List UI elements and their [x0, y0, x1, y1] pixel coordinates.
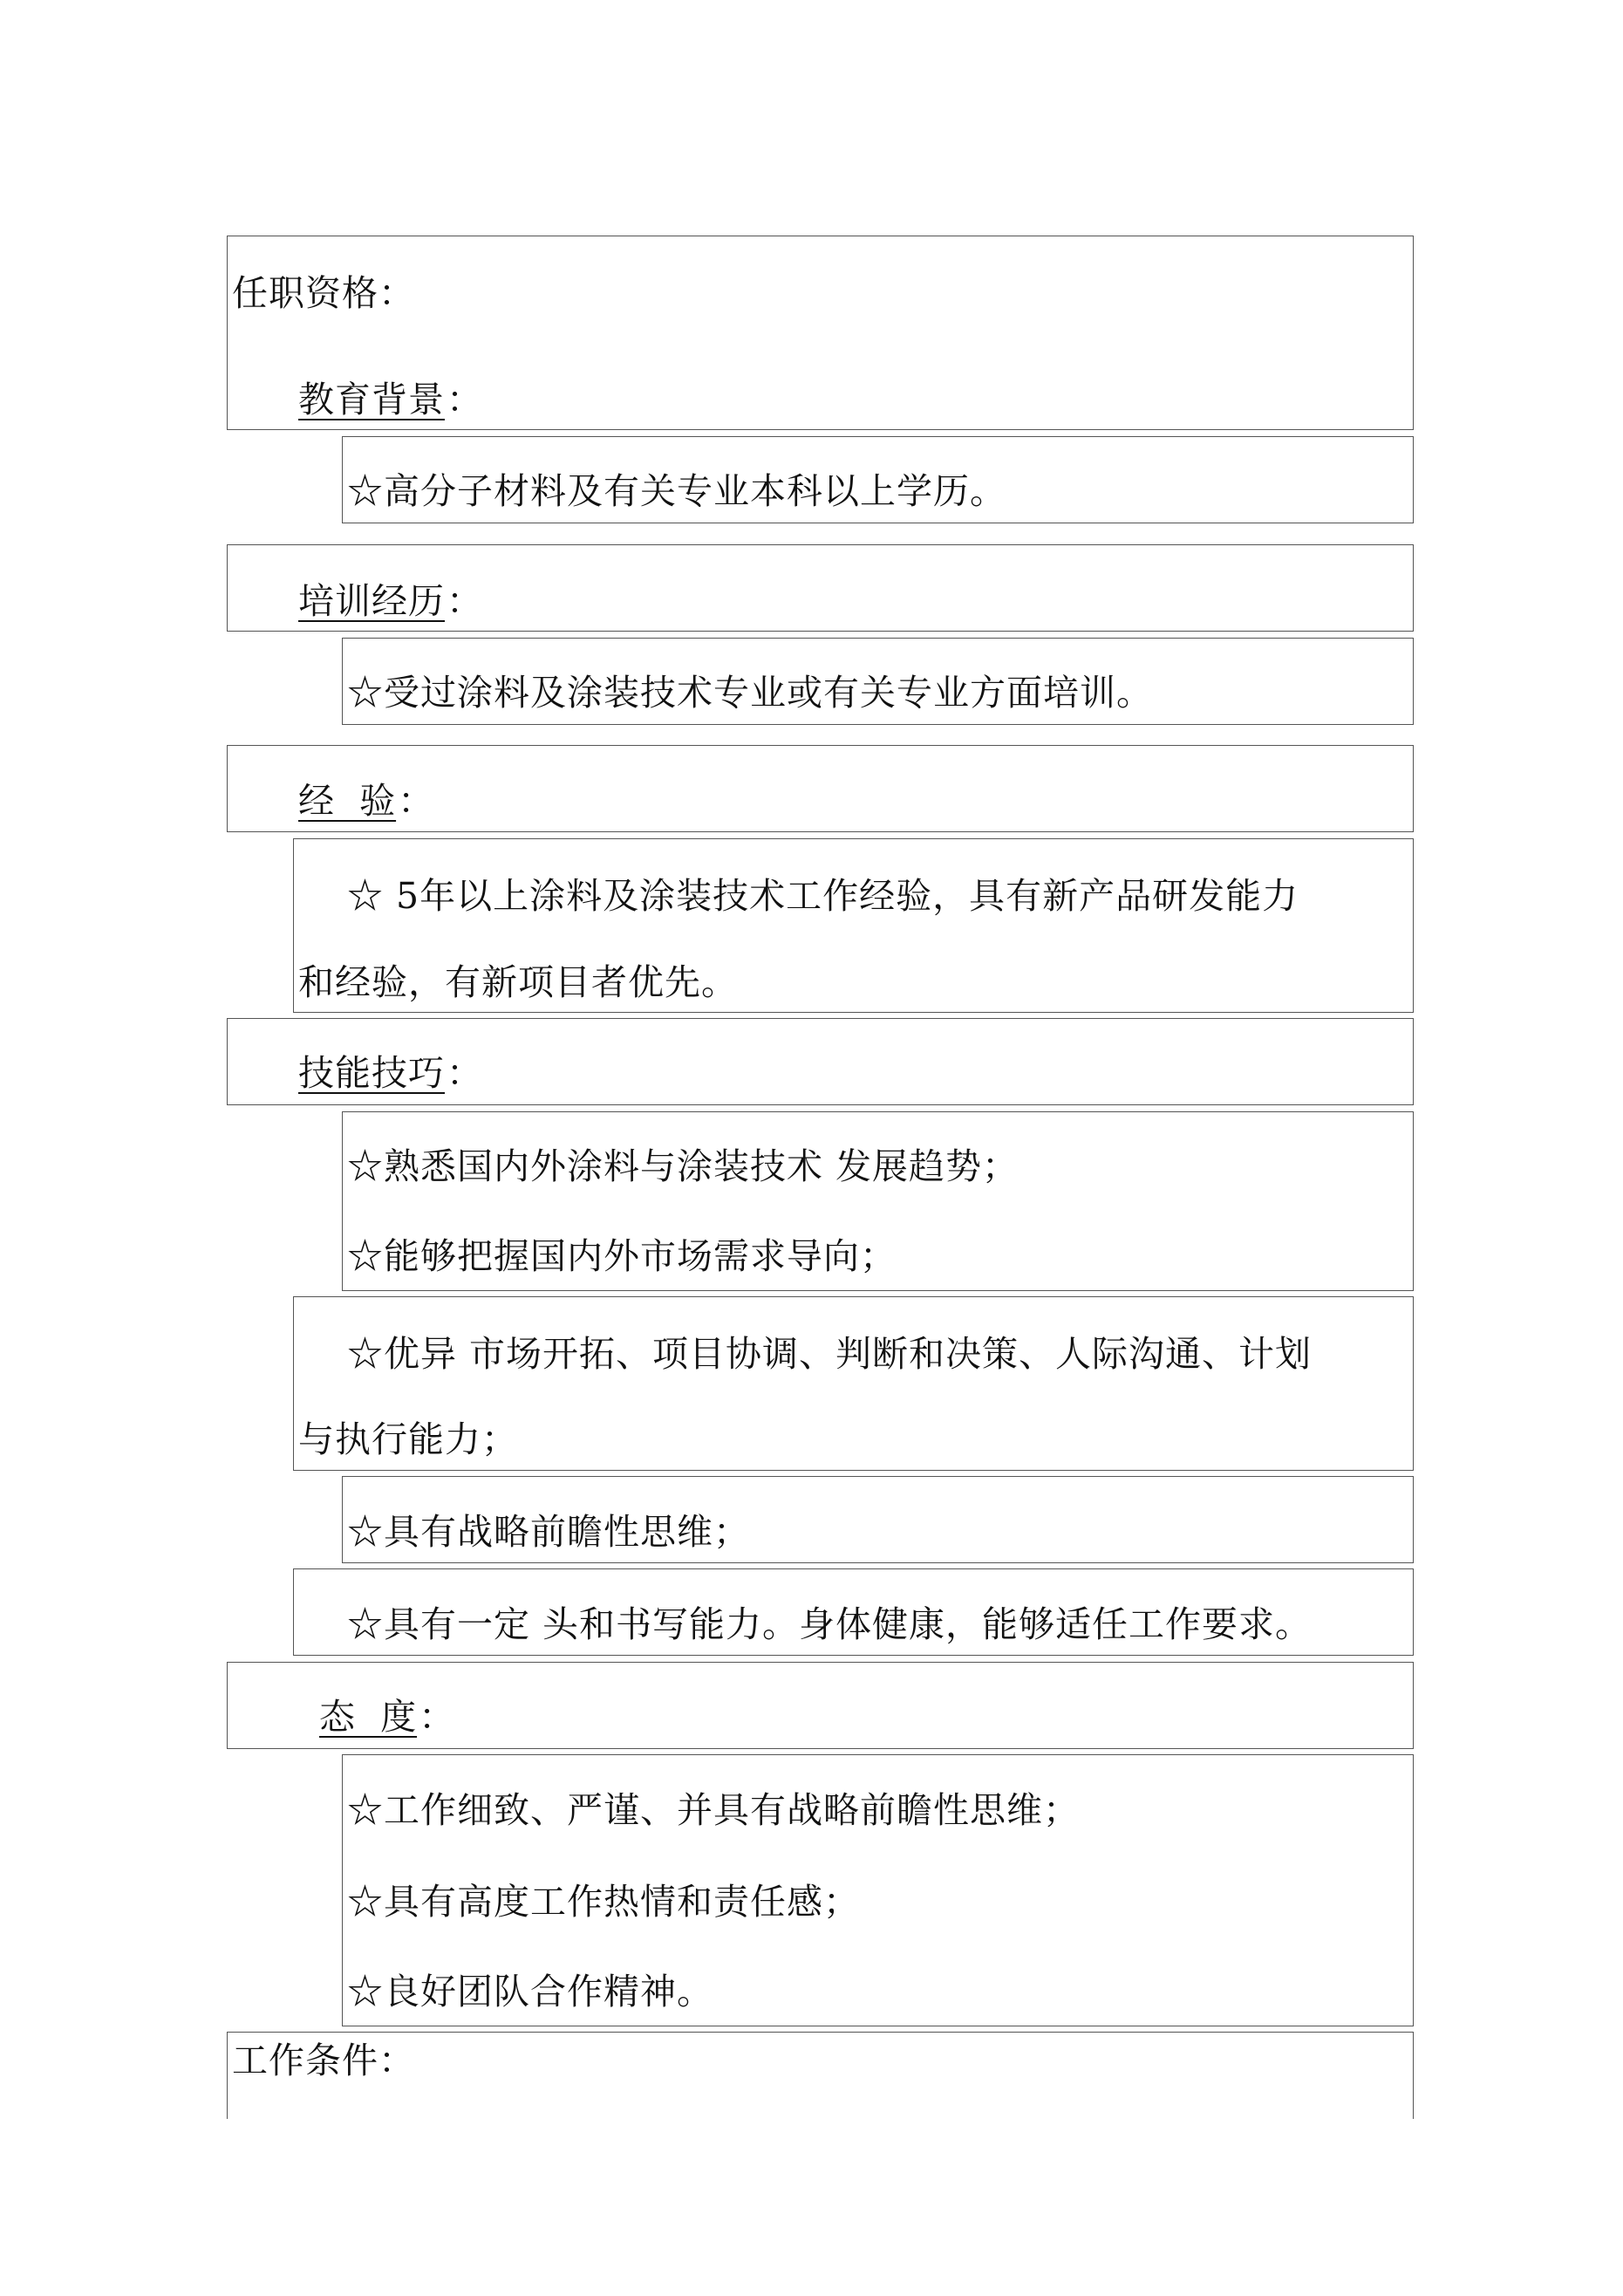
skills-item-3-line1: ☆优异 市场开拓、项目协调、判断和决策、人际沟通、计划	[347, 1333, 1313, 1375]
experience-label: 经 验	[298, 780, 397, 822]
skills-item-3-line2: 与执行能力；	[298, 1418, 518, 1460]
training-colon: ：	[447, 580, 483, 622]
training-item: ☆受过涂料及涂装技术专业或有关专业方面培训。	[347, 672, 1153, 714]
education-heading	[298, 379, 483, 420]
skills-label: 技能技巧	[298, 1052, 445, 1094]
education-item: ☆高分子材料及有关专业本科以上学历。	[347, 470, 1006, 512]
experience-item-line2: 和经验，有新项目者优先。	[298, 961, 738, 1003]
attitude-item-1: ☆工作细致、严谨、并具有战略前瞻性思维；	[347, 1789, 1080, 1831]
experience-heading	[298, 780, 435, 822]
skills-heading	[298, 1052, 483, 1094]
qualifications-title: 任职资格：	[232, 272, 415, 314]
attitude-label: 态 度	[319, 1696, 418, 1738]
skills-item-4: ☆具有战略前瞻性思维；	[347, 1511, 750, 1553]
attitude-heading	[319, 1696, 456, 1738]
attitude-colon: ：	[419, 1696, 456, 1738]
skills-item-2: ☆能够把握国内外市场需求导向；	[347, 1235, 897, 1277]
training-heading	[298, 580, 483, 622]
attitude-item-2: ☆具有高度工作热情和责任感；	[347, 1881, 860, 1923]
experience-item-line1: ☆ 5年以上涂料及涂装技术工作经验，具有新产品研发能力	[347, 875, 1299, 917]
education-colon: ：	[447, 379, 483, 420]
training-label: 培训经历	[298, 580, 445, 622]
skills-item-1: ☆熟悉国内外涂料与涂装技术 发展趋势；	[347, 1145, 1019, 1187]
skills-item-5: ☆具有一定 头和书写能力。身体健康，能够适任工作要求。	[347, 1603, 1313, 1645]
working-conditions-title: 工作条件：	[232, 2040, 415, 2081]
attitude-item-3: ☆良好团队合作精神。	[347, 1971, 713, 2012]
experience-colon: ：	[398, 780, 435, 822]
education-label: 教育背景	[298, 379, 445, 420]
skills-colon: ：	[447, 1052, 483, 1094]
